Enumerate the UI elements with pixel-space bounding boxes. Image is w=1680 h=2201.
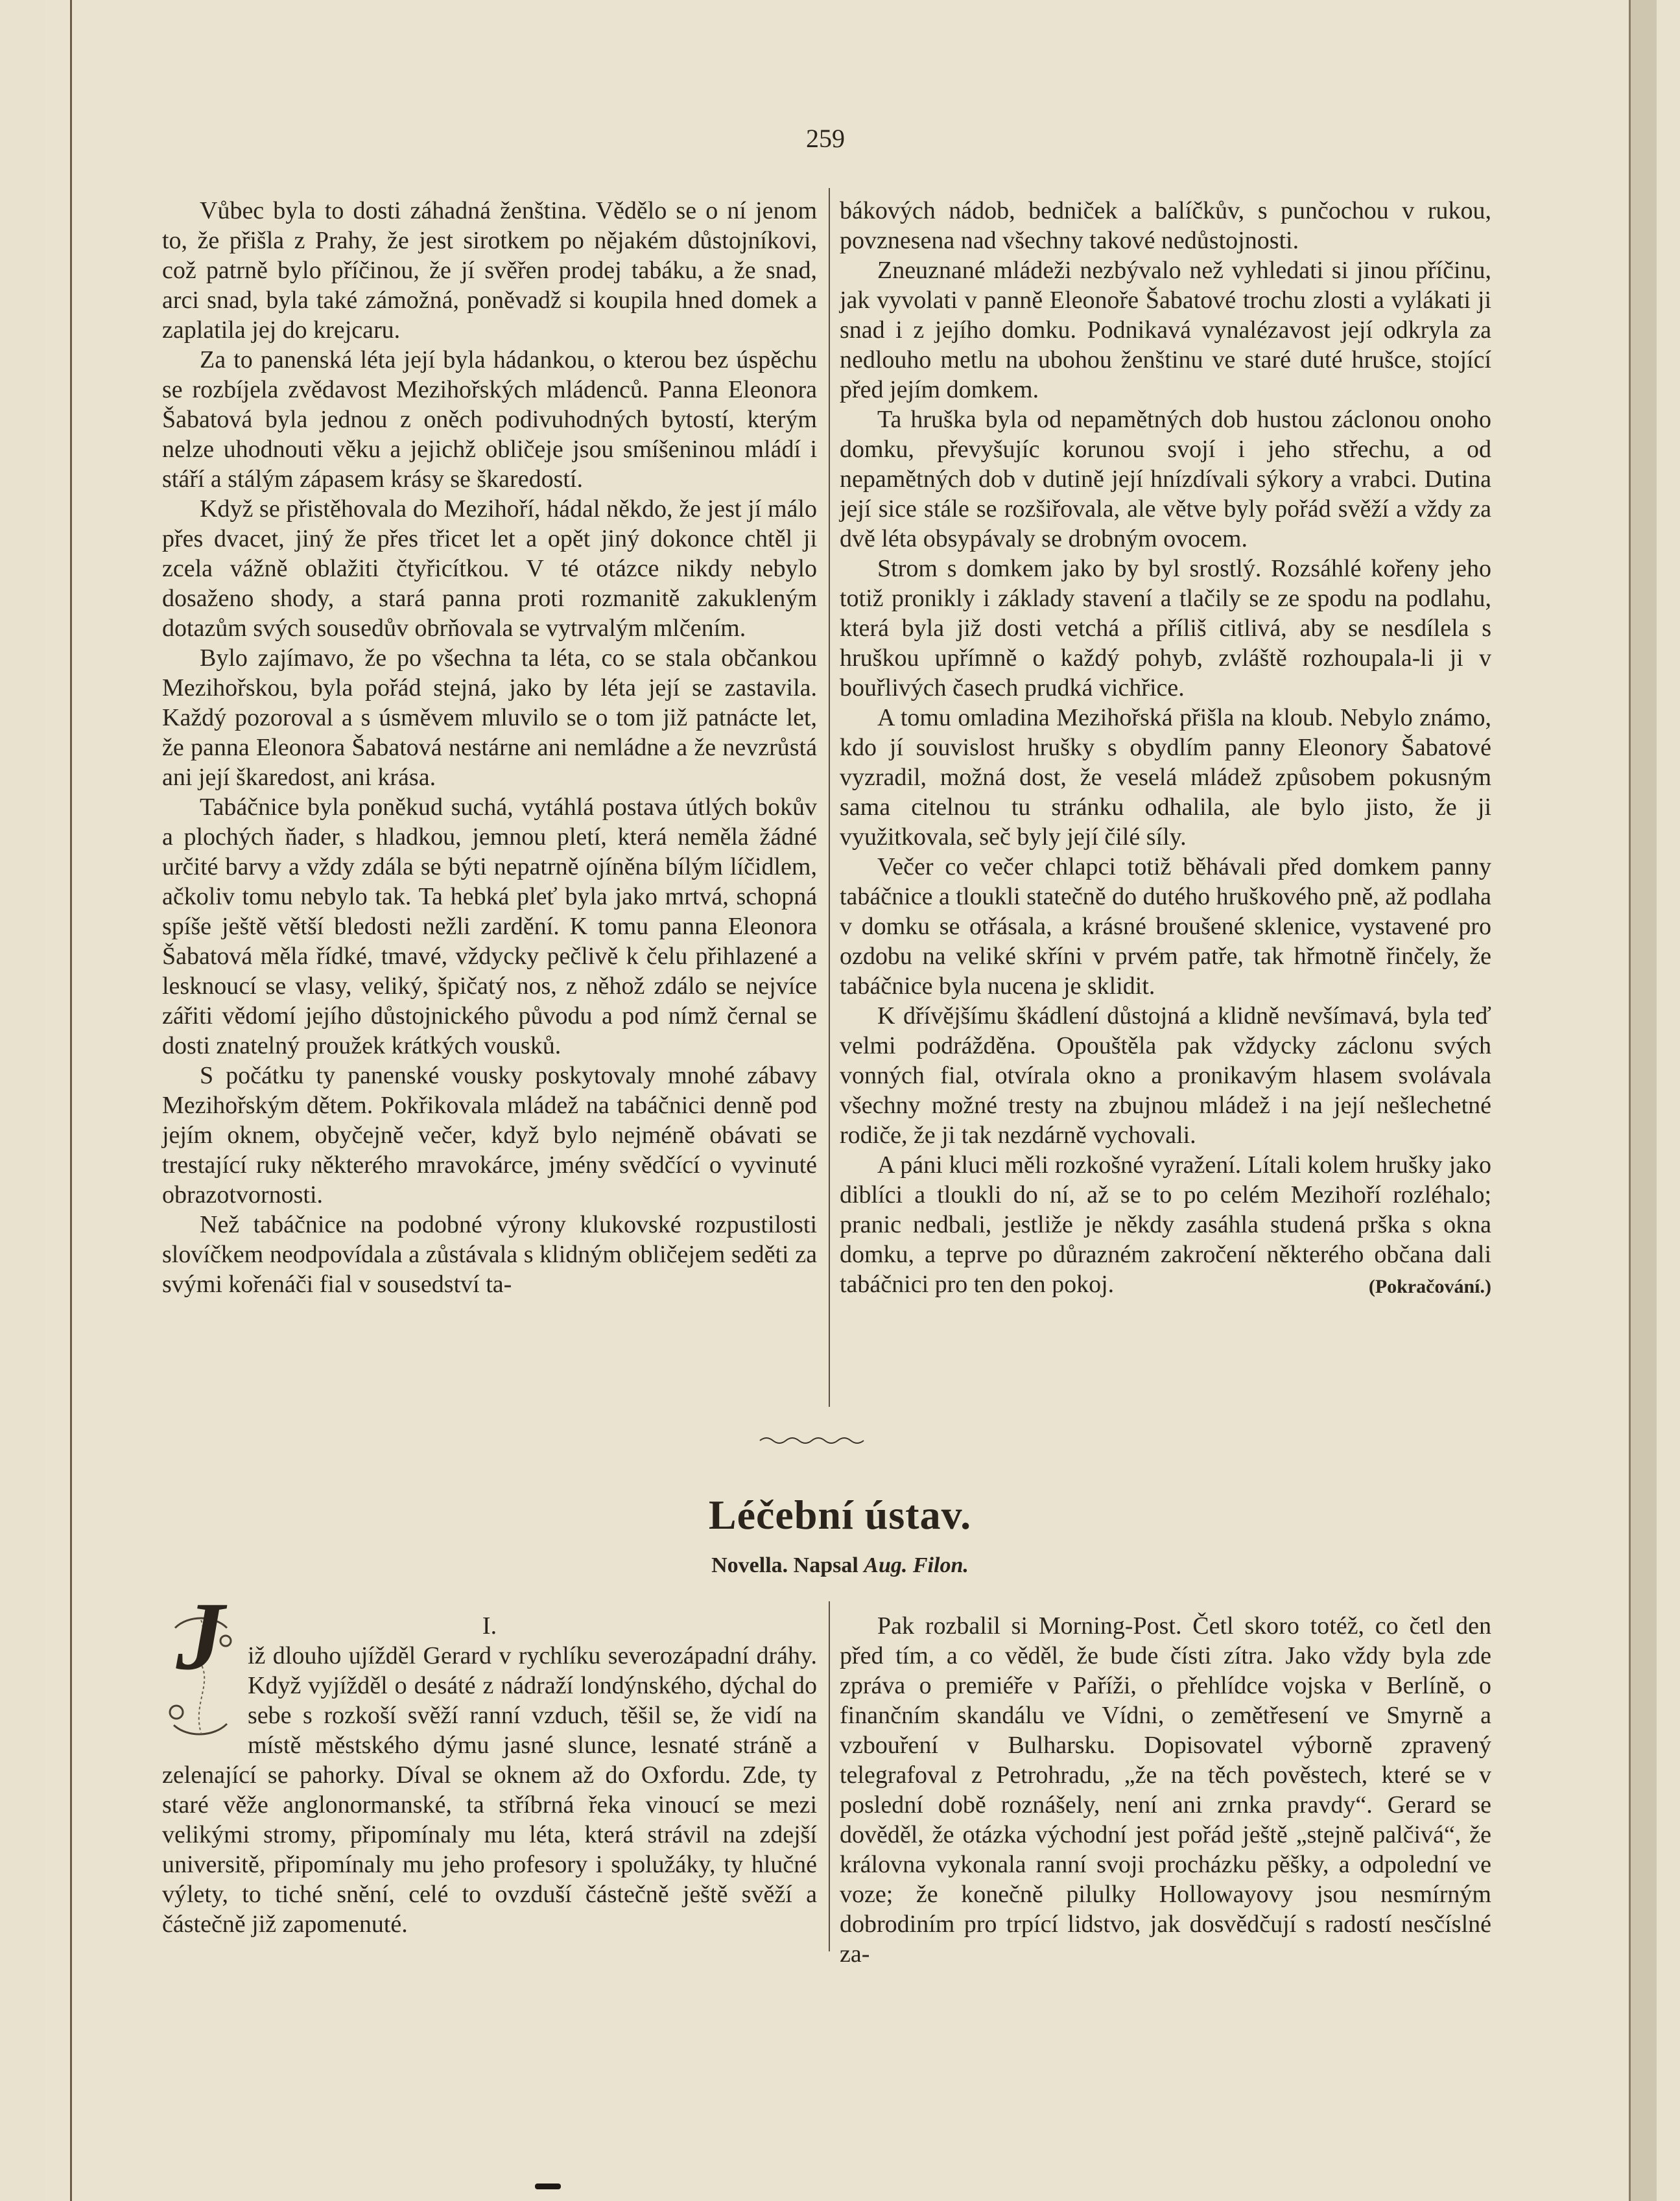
page-number: 259	[806, 124, 845, 153]
paragraph: Než tabáčnice na podobné výrony klukovské rozpustilosti slovíčkem neodpovídala a zůstávala s klidným obličejem seděti za svými kořenáči fial v sousedství ta-	[162, 1211, 817, 1298]
paragraph: Když se přistěhovala do Mezihoří, hádal někdo, že jest jí málo přes dvacet, jiný že přes třicet let a opět jiný dokonce chtěl ji zcela vážně oblažiti čtyřicítkou. V té otázce nikdy nebylo dosaženo shody, a stará panna proti rozmanitě zakukleným dotazům svých sousedův obrňovala se vytrvalým mlčením.	[162, 495, 817, 642]
decorative-initial	[162, 1583, 239, 1738]
story2-column-left	[162, 1583, 817, 1939]
story1-column-left	[162, 196, 817, 1299]
paragraph: bákových nádob, bedniček a balíčkův, s punčochou v rukou, povznesena nad všechny takové nedůstojnosti.	[840, 197, 1491, 254]
article-subtitle	[0, 1553, 1680, 1578]
subtitle-prefix: Novella. Napsal	[711, 1553, 858, 1577]
paragraph: Bylo zajímavo, že po všechna ta léta, co se stala občankou Mezihořskou, byla pořád stejná, jako by léta její se zastavila. Každý pozoroval a s úsměvem mluvilo se o tom již patnácte let, že panna Eleonora Šabatová nestárne ani nemládne a že nevzrůstá ani její škaredost, ani krása.	[162, 644, 817, 791]
right-page-edge	[1629, 0, 1657, 2201]
column-divider	[829, 1601, 830, 1951]
paragraph: Strom s domkem jako by byl srostlý. Rozsáhlé kořeny jeho totiž pronikly i základy stavení a tlačily se ze spodu na podlahu, která byla již dosti vetchá a příliš citlivá, aby se nesdílela s hruškou upřímně o každý pohyb, zvláště rozhoupala-li ji v bouřlivých časech prudká vichřice.	[840, 555, 1491, 701]
wave-divider-ornament	[759, 1434, 869, 1447]
paragraph: A tomu omladina Mezihořská přišla na kloub. Nebylo známo, kdo jí souvislost hrušky s obydlím panny Eleonory Šabatové vyzradil, možná dost, že veselá mládež způsobem pokusným sama citelnou tu stránku odhalila, ale bylo jisto, že ji využitkovala, seč byly její čilé síly.	[840, 704, 1491, 851]
paragraph: Ta hruška byla od nepamětných dob hustou záclonou onoho domku, převyšujíc korunou svojí i jeho střechu, a od nepamětných dob v dutině její hnízdívali sýkory a vrabci. Dutina její sice stále se rozšiřovala, ale větve byly pořád svěží a vždy za dvě léta obsypávaly se drobným ovocem.	[840, 406, 1491, 552]
story1-column-right	[840, 196, 1491, 1302]
paragraph: Večer co večer chlapci totiž běhávali před domkem panny tabáčnice a tloukli statečně do dutého hruškového pně, až podlaha v domku se otřásala, a krásné broušené sklenice, vystavené pro ozdobu na veliké skříni v prvém patře, tak hřmotně řinčely, že tabáčnice byla nucena je sklidit.	[840, 853, 1491, 1000]
paragraph	[162, 1583, 817, 1939]
paragraph: K dřívějšímu škádlení důstojná a klidně nevšímavá, byla teď velmi podrážděna. Opouštěla pak vždycky záclonu svých vonných fial, otvírala okno a pronikavým hlasem svolávala všechny možné tresty na zbujnou mládež i na její nešlechetné rodiče, že ji tak nezdárně vychovali.	[840, 1002, 1491, 1149]
chapter-number: I.	[482, 1612, 497, 1640]
paragraph: Pak rozbalil si Morning-Post. Četl skoro totéž, co četl den před tím, a co věděl, že bude čísti zítra. Jako vždy byla zde zpráva o premiéře v Paříži, o přehlídce vojska v Berlíně, o finančním skandálu ve Vídni, o zemětřesení ve Smyrně a vzbouření v Bulharsku. Dopisovatel výborně zpravený telegrafoval z Petrohradu, „že na těch pověstech, které se v poslední době roznášely, není ani zrnka pravdy“. Gerard se dověděl, že otázka východní jest pořád ještě „stejně palčivá“, že královna vykonala ranní svoji procházku pěšky, a odpolední ve voze; že konečně pilulky Hollowayovy jsou nesmírným dobrodiním pro trpící lidstvo, jak dosvědčují s radostí nesčíslné za-	[840, 1612, 1491, 1968]
paragraph: Vůbec byla to dosti záhadná ženština. Vědělo se o ní jenom to, že přišla z Prahy, že jest sirotkem po nějakém důstojníkovi, což patrně bylo příčinou, že jí svěřen prodej tabáku, a že snad, arci snad, byla také zámožná, poněvadž si koupila hned domek a zaplatila jej do krejcaru.	[162, 197, 817, 344]
author-name: Aug. Filon.	[864, 1553, 969, 1577]
paragraph: Tabáčnice byla poněkud suchá, vytáhlá postava útlých bokův a plochých ňader, s hladkou, jemnou pletí, která neměla žádné určité barvy a vždy zdála se býti nepatrně ojíněna bílým líčidlem, ačkoliv tomu nebylo tak. Ta hebká pleť byla jako mrtvá, schopná spíše ještě větší bledosti nežli zardění. K tomu panna Eleonora Šabatová měla řídké, tmavé, vždycky pečlivě k čelu přihlazené a lesknoucí se vlasy, veliký, špičatý nos, z něhož zdálo se nejvíce zářiti vědomí jejího důstojnického původu a pod nímž černal se dosti znatelný proužek krátkých vousků.	[162, 794, 817, 1059]
paragraph-text: iž dlouho ujížděl Gerard v rychlíku severozápadní dráhy. Když vyjížděl o desáté z nádraží londýnského, dýchal do sebe s rozkoší svěží ranní vzduch, těšil se, že vidí na místě městského dýmu jasné slunce, lesnaté stráně a zelenající se pahorky. Díval se oknem až do Oxfordu. Zde, ty staré věže anglonormanské, ta stříbrná řeka vinoucí se mezi velikými stromy, připomínaly mu léta, která strávil na zdejší universitě, připomínaly mu jeho profesory i spolužáky, ty hlučné výlety, to tiché snění, celé to ovzduší částečně ještě svěží a částečně již zapomenuté.	[162, 1642, 817, 1938]
paragraph: S počátku ty panenské vousky poskytovaly mnohé zábavy Mezihořským dětem. Pokřikovala mládež na tabáčnici denně pod jejím oknem, obyčejně večer, když bylo nejméně obávati se trestající ruky některého mravokárce, jmény svědčící o vyvinuté obrazotvornosti.	[162, 1062, 817, 1208]
paragraph: Zneuznané mládeži nezbývalo než vyhledati si jinou příčinu, jak vyvolati v panně Eleonoře Šabatové trochu zlosti a vylákati ji snad i z jejího domku. Podnikavá vynalézavost její odkryla za nedlouho metlu na ubohou ženštinu ve staré duté hrušce, stojící před jejím domkem.	[840, 257, 1491, 403]
continued-note: (Pokračování.)	[1368, 1276, 1491, 1297]
paragraph-last	[840, 1150, 1491, 1299]
paragraph-text: A páni kluci měli rozkošné vyražení. Lítali kolem hrušky jako diblíci a tloukli do ní, až se to po celém Mezihoří rozléhalo; pranic nedbali, jestliže je někdy zasáhla studená prška s okna domku, a teprve po důrazném zakročení některého občana dali tabáčnici pro ten den pokoj.	[840, 1151, 1491, 1298]
story2-column-right	[840, 1611, 1491, 1969]
article-title: Léčební ústav.	[708, 1492, 972, 1538]
column-divider	[829, 188, 830, 1407]
initial-letter: J	[176, 1583, 225, 1690]
left-page-edge	[70, 0, 72, 2201]
ink-smudge	[535, 2183, 561, 2189]
paragraph: Za to panenská léta její byla hádankou, o kterou bez úspěchu se rozbíjela zvědavost Mezihořských mládenců. Panna Eleonora Šabatová byla jednou z oněch podivuhodných bytostí, kterým nelze uhodnouti věku a jejichž obličeje jsou smíšeninou mládí i stáří a stálým zápasem krásy se škaredostí.	[162, 346, 817, 493]
